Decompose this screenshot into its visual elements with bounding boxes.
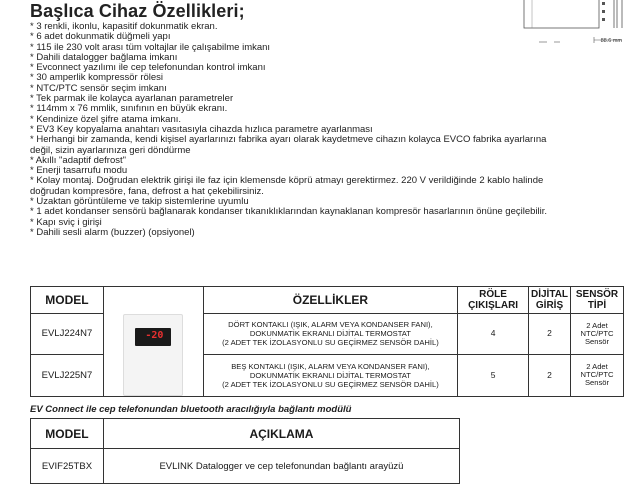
feature-item: * Dahili sesli alarm (buzzer) (opsiyonel) [30, 226, 195, 238]
feature-item: * EV3 Key kopyalama anahtarı vasıtasıyla cihazda hızlıca parametre ayarlanması [30, 123, 373, 135]
device-display-value: -20 [145, 329, 164, 341]
feature-item: * Akıllı "adaptif defrost" [30, 154, 126, 166]
model-cell: EVLJ224N7 [31, 314, 104, 355]
feature-item: * NTC/PTC sensör seçim imkanı [30, 82, 167, 94]
feature-item: * 30 amperlik kompressör rölesi [30, 72, 164, 84]
header-sensor: SENSÖR TİPİ [571, 287, 624, 314]
features-cell: BEŞ KONTAKLI (IŞIK, ALARM VEYA KONDANSER FANI), DOKUNMATİK EKRANLI DİJİTAL TERMOSTAT (2 ADET TEK İZOLASYONLU SU GEÇİRMEZ SENSÖR DAHİL) [203, 354, 457, 396]
relay-cell: 4 [458, 314, 529, 355]
device-display [135, 328, 171, 346]
feature-item: * Herhangi bir zamanda, kendi kişisel ayarlarınızı fabrika ayarı olarak kaydetmeve cihazın kolayca EVCO fabrika ayarlarına [30, 134, 547, 146]
feature-item: değil, sizin ayarlarınıza geri döndürme [30, 144, 191, 156]
model-cell: EVIF25TBX [31, 449, 104, 484]
feature-item: * Uzaktan görüntüleme ve takip sistemlerine uyumlu [30, 196, 249, 208]
feature-item: * Dahili datalogger bağlama imkanı [30, 51, 178, 63]
product-table [30, 286, 624, 397]
header-image [103, 287, 203, 314]
feature-item: * 6 adet dokunmatik düğmeli yapı [30, 31, 171, 43]
header-features: ÖZELLİKLER [203, 287, 457, 314]
header-description: AÇIKLAMA [103, 419, 459, 449]
feature-item: * Kapı sviç i girişi [30, 216, 102, 228]
feature-item: * Evconnect yazılımı ile cep telefonundan kontrol imkanı [30, 62, 266, 74]
product-image-cell [103, 314, 203, 397]
table-header-row [31, 287, 624, 314]
relay-cell: 5 [458, 354, 529, 396]
feature-item: * Kendinize özel şifre atama imkanı. [30, 113, 182, 125]
module-table [30, 418, 460, 484]
header-model: MODEL [31, 287, 104, 314]
header-model: MODEL [31, 419, 104, 449]
description-cell: EVLINK Datalogger ve cep telefonundan bağlantı arayüzü [103, 449, 459, 484]
sensor-cell: 2 Adet NTC/PTC Sensör [571, 314, 624, 355]
dimension-label: 88.6 mm [600, 38, 622, 44]
header-relay: RÖLE ÇIKIŞLARI [458, 287, 529, 314]
page-title: Başlıca Cihaz Özellikleri; [30, 1, 245, 21]
feature-item: * 114mm x 76 mmlik, sınıfının en büyük ekranı. [30, 103, 228, 115]
feature-item: * Kolay montaj. Doğrudan elektrik girişi ile faz için klemensde köprü atmayı gerektirmez. 220 V verildiğinde 2 kablo halinde [30, 175, 544, 187]
digital-cell: 2 [529, 354, 571, 396]
feature-item: * 115 ile 230 volt arası tüm voltajlar ile çalışabilme imkanı [30, 41, 271, 53]
sensor-cell: 2 Adet NTC/PTC Sensör [571, 354, 624, 396]
feature-item: * Tek parmak ile kolayca ayarlanan parametreler [30, 93, 234, 105]
feature-item: doğrudan kompresöre, fana, defrost a hat çekebilirsiniz. [30, 185, 264, 197]
model-cell: EVLJ225N7 [31, 354, 104, 396]
features-cell: DÖRT KONTAKLI (IŞIK, ALARM VEYA KONDANSER FANI), DOKUNMATİK EKRANLI DİJİTAL TERMOSTAT (2 ADET TEK İZOLASYONLU SU GEÇİRMEZ SENSÖR DAHİL) [203, 314, 457, 355]
digital-cell: 2 [529, 314, 571, 355]
feature-item: * 3 renkli, ikonlu, kapasitif dokunmatik ekran. [30, 21, 218, 32]
table-row [31, 449, 460, 484]
table-row [31, 314, 624, 355]
feature-item: * Enerji tasarrufu modu [30, 165, 128, 177]
header-digital: DİJİTAL GİRİŞ [529, 287, 571, 314]
feature-item: * 1 adet kondanser sensörü bağlanarak kondanser tıkanıklıklarından kaynaklanan kompresör hasarlarının önüne geçilebilir. [30, 206, 548, 218]
bluetooth-module-caption: EV Connect ile cep telefonundan bluetooth aracılığıyla bağlantı modülü [30, 404, 352, 415]
table-header-row [31, 419, 460, 449]
thermostat-device-image [123, 314, 183, 396]
feature-list [30, 22, 590, 238]
